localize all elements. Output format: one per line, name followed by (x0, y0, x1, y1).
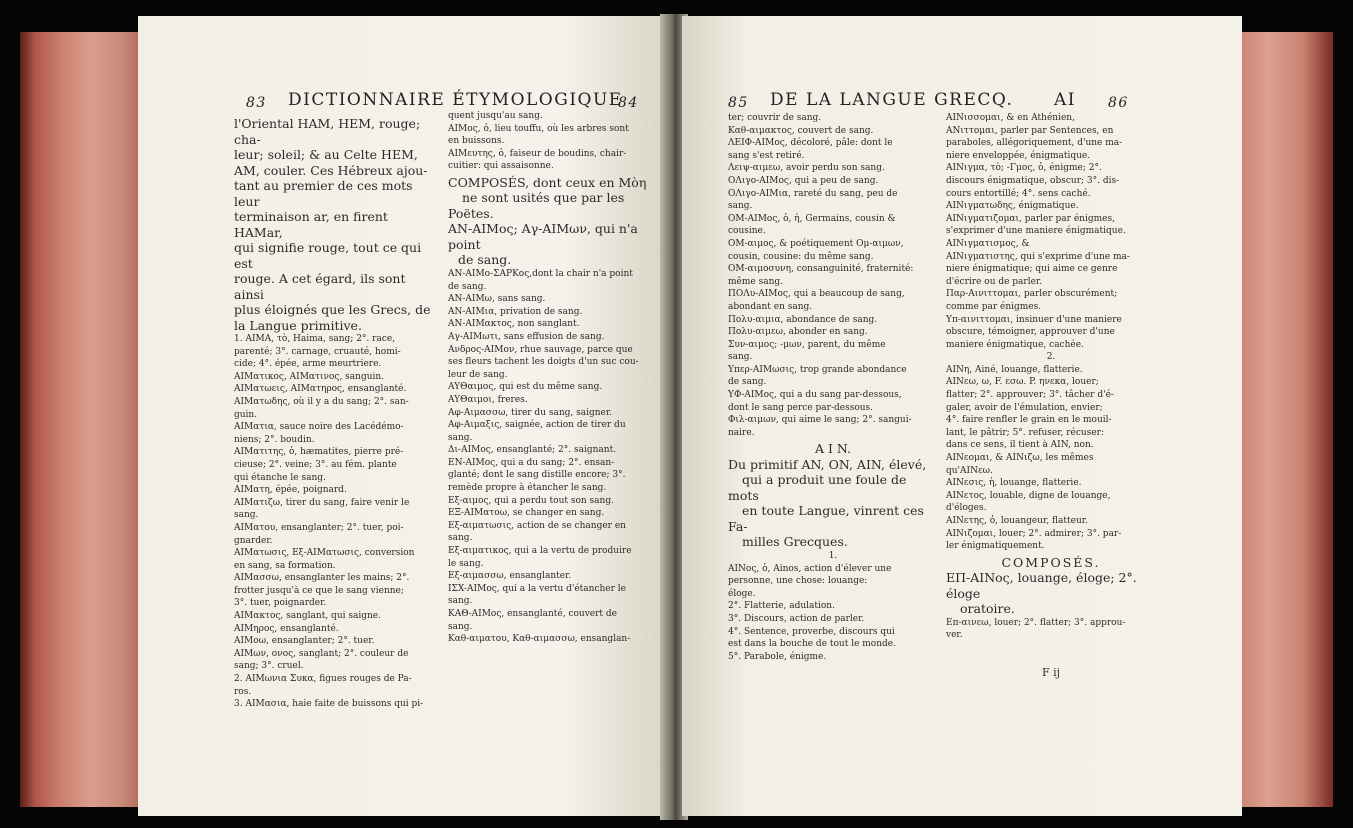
entry-line: AIMατου, ensanglanter; 2°. tuer, poi- (234, 522, 404, 533)
text-line: l'Oriental HAM, HEM, rouge; cha- (234, 116, 421, 147)
entry-line: discours énigmatique, obscur; 3°. dis- (946, 175, 1120, 186)
right-page-edges (1233, 32, 1333, 807)
entry-line: abondant en sang. (728, 301, 813, 312)
entry-line: Εξ-αιμασσω, ensanglanter. (448, 571, 572, 582)
entry-line: cide; 4°. épée, arme meurtriere. (234, 359, 382, 370)
left-page-edges (20, 32, 148, 807)
entry-line: IΣX-AIMος, qui a la vertu d'étancher le (448, 583, 626, 594)
text-line: tant au premier de ces mots leur (234, 178, 413, 209)
open-book (20, 14, 1333, 820)
entry-line: s'exprimer d'une maniere énigmatique. (946, 226, 1126, 237)
entry-line: 4°. Sentence, proverbe, discours qui (728, 626, 895, 637)
entry-line: Aφ-Αιμασσω, tirer du sang, saigner. (448, 407, 613, 418)
right-column-2 (946, 112, 1156, 642)
entry-line: comme par énigmes. (946, 301, 1042, 312)
signature-mark: F ij (1042, 666, 1061, 679)
entry-line: AINετος, louable, digne de louange, (946, 490, 1111, 501)
text-line: milles Grecques. (742, 534, 848, 550)
entry-line: gnarder. (234, 535, 273, 546)
entry-line: AIMατιτης, ὁ, hæmatites, pierre pré- (234, 447, 404, 458)
entry-line: AIMατια, sauce noire des Lacédémo- (234, 422, 404, 433)
entry-line: AINιγματισμος, & (946, 238, 1030, 249)
text-line: la Langue primitive. (234, 317, 362, 333)
entry-line: AN-AIMος; Αγ-AIMων, qui n'a point (448, 221, 638, 252)
entry-line: naire. (728, 427, 755, 438)
entry-line: AIMατωεις, AIMατηρος, ensanglanté. (234, 384, 407, 395)
entry-line: guin. (234, 409, 258, 420)
entry-line: AINος, ὁ, Ainos, action d'élever une (728, 563, 892, 574)
entry-line: Aνδρος-AIMον, rhue sauvage, parce que (448, 344, 633, 355)
entry-line: même sang. (728, 276, 783, 287)
entry-line: AYΘαιμοι, freres. (448, 394, 528, 405)
entry-line: ΟΛιγο-AIMια, rareté du sang, peu de (728, 188, 898, 199)
entry-line: leur de sang. (448, 369, 508, 380)
entry-line: dans ce sens, il tient à AIN, non. (946, 440, 1094, 451)
entry-line: sang. (448, 533, 473, 544)
entry-line: Λειψ-αιμεω, avoir perdu son sang. (728, 163, 885, 174)
entry-line: AINισσομαι, & en Athénien, (946, 113, 1075, 123)
text-line: terminaison ar, en firent HAMar, (234, 209, 388, 240)
text-line: qui a produit une foule de mots (728, 472, 907, 503)
entry-line: AINεω, ω, F. εσω. P. ηνεκα, louer; (946, 377, 1099, 388)
left-column-2 (448, 110, 653, 646)
entry-line: Aγ-AIMωτι, sans effusion de sang. (448, 331, 605, 342)
entry-line: flatter; 2°. approuver; 3°. tâcher d'é- (946, 390, 1114, 401)
entry-line: AIMοω, ensanglanter; 2°. tuer. (234, 636, 375, 647)
entry-line: 5°. Parabole, énigme. (728, 651, 827, 662)
entry-line: sang. (728, 201, 753, 212)
entry-line: personne, une chose: louange: (728, 576, 868, 587)
entry-line: AN-AIMακτος, non sanglant. (448, 319, 580, 330)
entry-line: ΕΞ-AIMατοω, se changer en sang. (448, 508, 605, 519)
entry-line: AN-AIMω, sans sang. (448, 294, 546, 305)
entry-line: AINεσις, ἡ, louange, flatterie. (946, 478, 1082, 489)
entry-line: Καθ-αιματου, Καθ-αιμασσω, ensanglan- (448, 634, 631, 645)
entry-line: AΝιττομαι, parler par Sentences, en (946, 125, 1114, 136)
entry-line: ros. (234, 686, 252, 697)
entry-line: AN-AIMια, privation de sang. (448, 306, 583, 317)
entry-line: parenté; 3°. carnage, cruauté, homi- (234, 346, 401, 357)
text-line: leur; soleil; & au Celte HEM, (234, 147, 418, 162)
entry-line: de sang. (728, 377, 767, 388)
entry-line: Εξ-αιματικος, qui a la vertu de produire (448, 546, 632, 557)
entry-line: dont le sang perce par-dessous. (728, 402, 874, 413)
entry-line: maniere énigmatique, cachée. (946, 339, 1084, 350)
entry-line: de sang. (448, 281, 487, 292)
entry-line: oratoire. (960, 601, 1015, 617)
entry-line: EN-AIMος, qui a du sang; 2°. ensan- (448, 457, 615, 468)
entry-line: Συν-αιμος; -μων, parent, du même (728, 339, 886, 350)
intro-paragraph (234, 116, 439, 333)
entry-line: Υπερ-AIMωσις, trop grande abondance (728, 364, 907, 375)
entry-line: ΛΕΙΦ-AIMος, décoloré, pâle: dont le (728, 138, 893, 149)
entry-line: AINιγμα, τὸ; -Γμος, ὁ, énigme; 2°. (946, 163, 1102, 174)
entry-line: AIMατικος, AIMατινος, sanguin. (234, 371, 385, 382)
entry-line: AIMων, ονος, sanglant; 2°. couleur de (234, 648, 409, 659)
entry-line: niere enveloppée, énigmatique. (946, 150, 1091, 161)
left-page (138, 16, 668, 816)
entry-line: Δι-AIMος, ensanglanté; 2°. saignant. (448, 445, 617, 456)
left-header-title: DICTIONNAIRE ÉTYMOLOGIQUE (288, 90, 623, 110)
entry-line: ΟΜ-αιμοσυνη, consanguinité, fraternité: (728, 264, 914, 275)
entry-line: ΟΜ-AIMος, ὁ, ἡ, Germains, cousin & (728, 213, 896, 224)
entry-line: glanté; dont le sang distille encore; 3°. (448, 470, 626, 481)
entry-line: qu'AINεω. (946, 465, 993, 476)
entry-line: AINη, Ainé, louange, flatterie. (946, 364, 1083, 375)
right-page (682, 16, 1242, 816)
entry-line: ΚΑΘ-AIMος, ensanglanté, couvert de (448, 609, 617, 619)
text-line: qui signifie rouge, tout ce qui est (234, 240, 422, 271)
entry-line: éloge. (728, 588, 756, 599)
primitive-paragraph (728, 457, 938, 550)
right-header-section: AI (1054, 90, 1076, 110)
entry-line: AINιγματιζομαι, parler par énigmes, (946, 213, 1115, 224)
entry-line: d'écrire ou de parler. (946, 276, 1043, 287)
entry-line: 3. AIMασια, haie faite de buissons qui pi- (234, 699, 424, 710)
entry-line: lant, le pâtrir; 5°. refuser, récuser: (946, 427, 1104, 438)
entry-line: sang s'est retiré. (728, 150, 805, 161)
entry-line: AINετης, ὁ, louangeur, flatteur. (946, 516, 1088, 526)
entry-line: Φιλ-αιμων, qui aime le sang; 2°. sangui- (728, 415, 912, 426)
entry-line: AIMος, ὁ, lieu touffu, où les arbres sont (448, 123, 629, 134)
text-line: rouge. A cet égard, ils sont ainsi (234, 271, 406, 302)
right-column-1 (728, 112, 938, 663)
entry-line: ver. (946, 630, 963, 641)
composes-note: ne sont usités que par les Poëtes. (448, 190, 625, 221)
entry-line: Επ-αινεω, louer; 2°. flatter; 3°. approu- (946, 617, 1126, 628)
entry-line: AINιζομαι, louer; 2°. admirer; 3°. par- (946, 528, 1122, 539)
entry-line: remède propre à étancher le sang. (448, 483, 607, 494)
entry-line: obscure, témoigner, approuver d'une (946, 327, 1115, 338)
entry-line: quent jusqu'au sang. (448, 111, 543, 121)
right-header-title: DE LA LANGUE GRECQ. (770, 90, 1014, 110)
entry-line: AIMευτης, ὁ, faiseur de boudins, chair- (448, 148, 627, 159)
entry-line: ses fleurs tachent les doigts d'un suc cou- (448, 357, 639, 368)
entry-line: Aφ-Αιμαξις, saignée, action de tirer du (448, 420, 626, 431)
entry-line: AINεομαι, & AINιζω, les mêmes (946, 453, 1094, 464)
entry-line: sang; 3°. cruel. (234, 661, 304, 672)
entry-line: de sang. (458, 252, 512, 268)
entry-line: est dans la bouche de tout le monde. (728, 639, 896, 650)
entry-line: en sang, sa formation. (234, 560, 336, 571)
entry-line: 3°. tuer, poignarder. (234, 598, 327, 609)
entry-line: ΠΟΛυ-AIMος, qui a beaucoup de sang, (728, 289, 905, 300)
entry-line: AIMακτος, sanglant, qui saigne. (234, 611, 381, 622)
text-line: plus éloignés que les Grecs, de (234, 302, 431, 317)
entry-line: AYΘαιμος, qui est du même sang. (448, 382, 603, 393)
entry-line: 2°. Flatterie, adulation. (728, 601, 835, 612)
right-page-number-a: 85 (728, 95, 749, 111)
entry-line: paraboles, allégoriquement, d'une ma- (946, 138, 1123, 149)
left-page-number-a: 83 (246, 95, 267, 111)
entry-line: sang. (448, 596, 473, 607)
entry-line: frotter jusqu'à ce que le sang vienne; (234, 585, 404, 596)
text-line: Du primitif AN, ON, AIN, élevé, (728, 456, 927, 472)
section-heading: A I N. (814, 441, 852, 457)
left-column-1 (234, 116, 439, 711)
entry-line: ΟΛιγο-AIMος, qui a peu de sang. (728, 175, 879, 186)
composes-heading: COMPOSÉS, dont ceux en Μὸη (448, 174, 647, 190)
entry-line: cours entortillé; 4°. sens caché. (946, 188, 1091, 199)
entry-list (234, 333, 439, 711)
entry-line: AN-AIMο-ΣΑΡΚος,dont la chair n'a point (448, 268, 633, 279)
entry-line: ter; couvrir de sang. (728, 113, 822, 123)
entry-line: AINιγματιστης, qui s'exprime d'une ma- (946, 251, 1130, 262)
entry-line: Παρ-Αινιττομαι, parler obscurément; (946, 289, 1118, 300)
subsection-number: 1. (828, 550, 838, 561)
text-line: AM, couler. Ces Hébreux ajou- (234, 162, 428, 178)
entry-line: 3°. Discours, action de parler. (728, 613, 865, 624)
subsection-number: 2. (1046, 352, 1056, 363)
entry-line: niere énigmatique; qui aime ce genre (946, 264, 1118, 275)
entry-line: ΟΜ-αιμος, & poétiquement Ομ-αιμων, (728, 238, 904, 249)
entry-line: 2. AIMωνια Συκα, figues rouges de Pa- (234, 674, 412, 685)
entry-line: Υπ-αινιττομαι, insinuer d'une maniere (946, 314, 1122, 325)
entry-line: sang. (234, 510, 259, 521)
entry-line: en buissons. (448, 136, 505, 147)
entry-line: AIMατωσις, Εξ-AIMατωσις, conversion (234, 548, 415, 559)
entry-line: niens; 2°. boudin. (234, 434, 315, 445)
entry-line: Εξ-αιματωσις, action de se changer en (448, 520, 626, 531)
entry-line: AINιγματωδης, énigmatique. (946, 201, 1079, 212)
entry-line: 4°. faire renfler le grain en le mouil- (946, 415, 1112, 426)
entry-line: cousin, cousine: du même sang. (728, 251, 874, 262)
entry-line: sang. (728, 352, 753, 363)
entry-line: galer, avoir de l'émulation, envier; (946, 402, 1103, 413)
entry-line: AIMατιζω, tirer du sang, faire venir le (234, 497, 410, 508)
entry-line: Εξ-αιμος, qui a perdu tout son sang. (448, 495, 614, 506)
entry-line: 1. AIMA, τὸ, Haima, sang; 2°. race, (234, 334, 396, 344)
entry-line: AIMατη, épée, poignard. (234, 485, 347, 496)
entry-line: Πολυ-αιμια, abondance de sang. (728, 314, 878, 325)
entry-line: AIMηρος, ensanglanté. (234, 623, 339, 634)
entry-line: sang. (448, 621, 473, 632)
composes-heading: COMPOSÉS. (1001, 554, 1101, 570)
entry-line: ΥΦ-AIMος, qui a du sang par-dessous, (728, 390, 902, 401)
entry-line: ΕΠ-AINος, louange, éloge; 2°. éloge (946, 570, 1137, 601)
left-page-number-b: 84 (618, 95, 639, 111)
entry-line: le sang. (448, 558, 484, 569)
entry-line: sang. (448, 432, 473, 443)
entry-line: cuitier: qui assaisonne. (448, 161, 554, 172)
entry-line: Καθ-αιμακτος, couvert de sang. (728, 125, 874, 136)
text-line: en toute Langue, vinrent ces Fa- (728, 503, 924, 534)
right-page-number-b: 86 (1108, 95, 1129, 111)
entry-line: AIMασσω, ensanglanter les mains; 2°. (234, 573, 410, 584)
entry-line: AIMατωδης, où il y a du sang; 2°. san- (234, 396, 409, 407)
entry-line: ler énigmatiquement. (946, 541, 1045, 552)
entry-line: d'éloges. (946, 503, 987, 514)
entry-line: cousine. (728, 226, 766, 237)
entry-line: qui étanche le sang. (234, 472, 326, 483)
entry-line: cieuse; 2°. veine; 3°. au fém. plante (234, 459, 397, 470)
entry-line: Πολυ-αιμεω, abonder en sang. (728, 327, 868, 338)
